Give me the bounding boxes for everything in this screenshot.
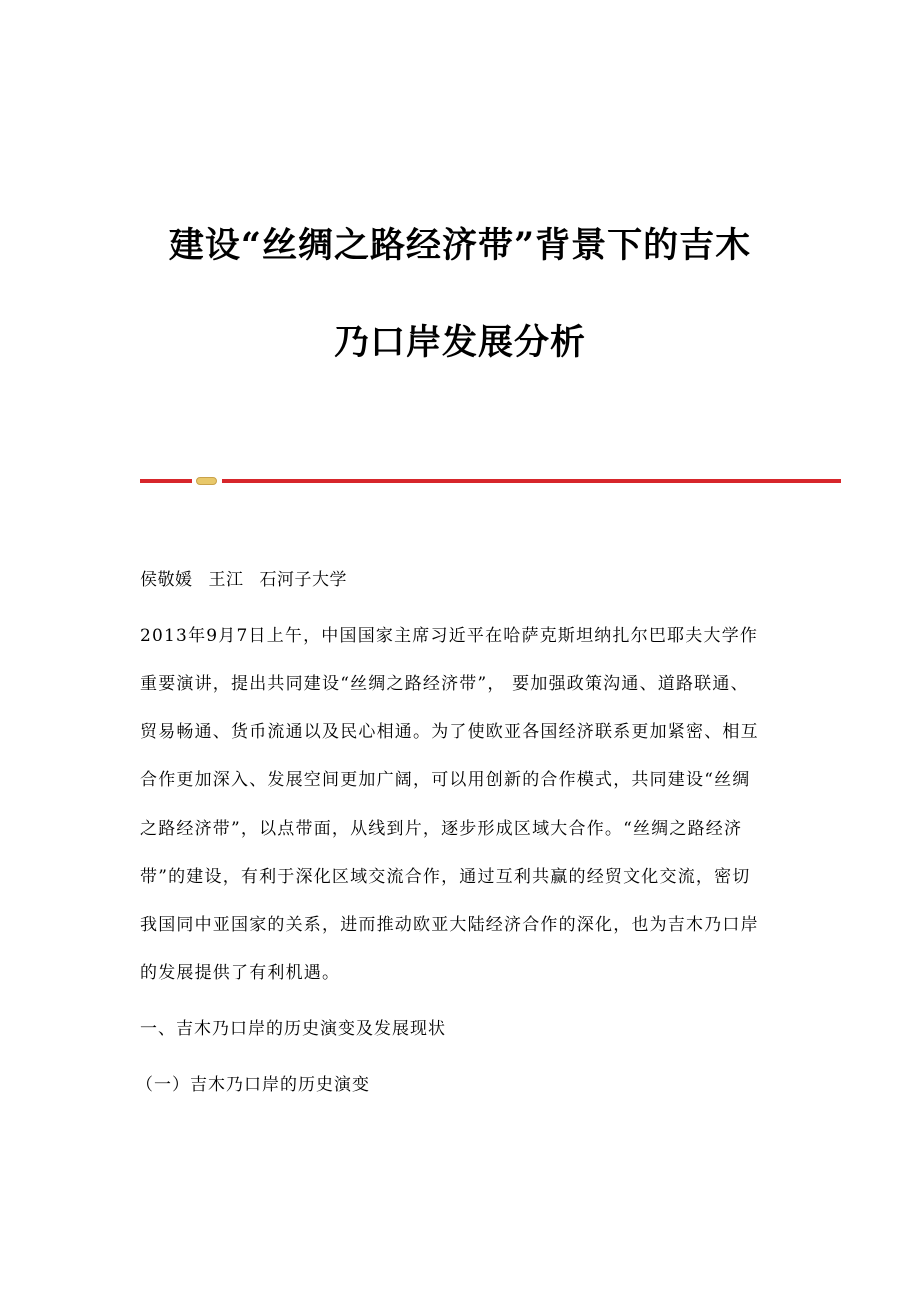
author-affiliation: 石河子大学 [259, 570, 347, 590]
paragraph-line-3: 贸易畅通、货币流通以及民心相通。为了使欧亚各国经济联系更加紧密、相互 [140, 722, 759, 742]
paragraph-line-7: 我国同中亚国家的关系，进而推动欧亚大陆经济合作的深化，也为吉木乃口岸 [140, 915, 759, 935]
title-divider [140, 476, 841, 486]
paragraph-line-8: 的发展提供了有利机遇。 [140, 963, 341, 983]
subsection-heading: （一）吉木乃口岸的历史演变 [136, 1075, 370, 1095]
paragraph-line-5: 之路经济带”，以点带面，从线到片，逐步形成区域大合作。“丝绸之路经济 [140, 819, 743, 839]
paragraph-line-4: 合作更加深入、发展空间更加广阔，可以用创新的合作模式，共同建设“丝绸 [140, 770, 751, 790]
document-title-line-2: 乃口岸发展分析 [333, 322, 586, 363]
divider-right-segment [222, 479, 841, 483]
author-name-2: 王江 [208, 570, 244, 590]
section-heading: 一、吉木乃口岸的历史演变及发展现状 [140, 1019, 446, 1039]
paragraph-line-2: 重要演讲，提出共同建设“丝绸之路经济带”， 要加强政策沟通、道路联通、 [140, 674, 749, 694]
divider-ornament [196, 477, 217, 485]
author-line [140, 568, 780, 592]
document-title-line-1: 建设“丝绸之路经济带”背景下的吉木 [168, 225, 752, 266]
paragraph-line-1: 2013年9月7日上午，中国国家主席习近平在哈萨克斯坦纳扎尔巴耶夫大学作 [140, 626, 759, 646]
divider-left-segment [140, 479, 192, 483]
author-name-1: 侯敬媛 [140, 570, 193, 590]
paragraph-line-6: 带”的建设，有利于深化区域交流合作，通过互利共赢的经贸文化交流，密切 [140, 867, 751, 887]
